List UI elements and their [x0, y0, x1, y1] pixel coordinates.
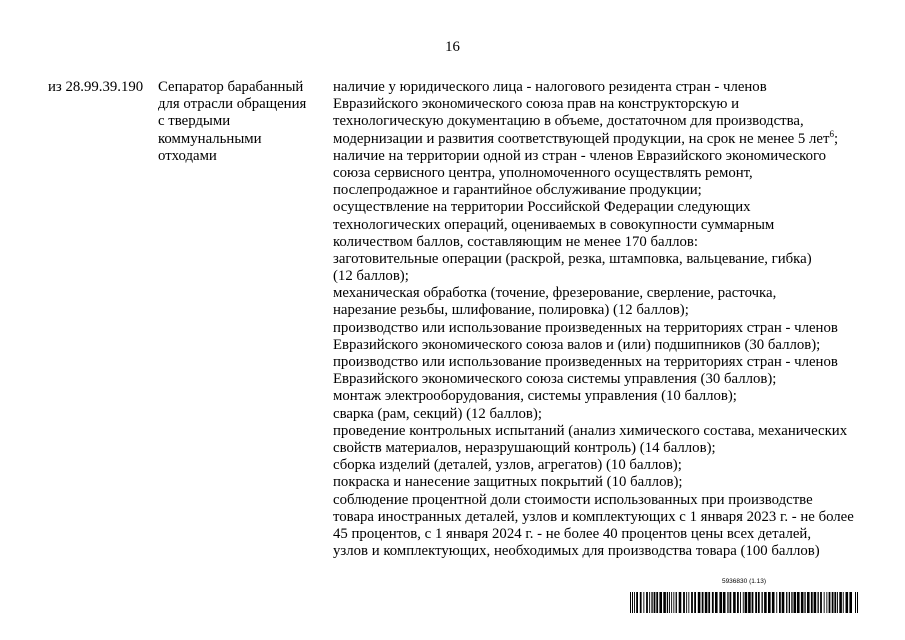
requirement-line: осуществление на территории Российской Федерации следующих	[333, 199, 751, 216]
requirement-line: Евразийского экономического союза валов и (или) подшипников (30 баллов);	[333, 336, 821, 353]
requirement-line: свойств материалов, неразрушающий контроль) (14 баллов);	[333, 439, 716, 456]
product-code: из 28.99.39.190	[48, 79, 144, 95]
requirement-line: проведение контрольных испытаний (анализ химического состава, механических	[333, 422, 848, 439]
barcode-caption: 5936830 (1.13)	[721, 578, 767, 585]
requirement-line: наличие на территории одной из стран - членов Евразийского экономического	[333, 147, 827, 164]
footnote-reference: 6	[829, 128, 834, 139]
requirement-line: технологических операций, оцениваемых в совокупности суммарным	[333, 216, 775, 233]
requirement-line: Евразийского экономического союза прав на конструкторскую и	[333, 96, 740, 113]
barcode-bars	[630, 592, 858, 613]
requirement-line: нарезание резьбы, шлифование, полировка) (12 баллов);	[333, 302, 689, 319]
requirement-line-tail: ;	[833, 130, 839, 147]
requirements-text	[333, 79, 854, 560]
requirement-line-text: модернизации и развития соответствующей продукции, на срок не менее 5 лет	[333, 130, 830, 147]
product-name-line: с твердыми	[158, 113, 231, 130]
requirement-line: заготовительные операции (раскрой, резка, штамповка, вальцевание, гибка)	[333, 250, 812, 267]
requirement-line: покраска и нанесение защитных покрытий (10 баллов);	[333, 474, 683, 491]
requirement-line: наличие у юридического лица - налогового резидента стран - членов	[333, 79, 767, 95]
requirement-line: товара иностранных деталей, узлов и комплектующих с 1 января 2023 г. - не более	[333, 508, 854, 525]
requirement-line: (12 баллов);	[333, 268, 409, 285]
product-name-line: отходами	[158, 147, 217, 164]
requirement-line: 45 процентов, с 1 января 2024 г. - не более 40 процентов цены всех деталей,	[333, 525, 812, 542]
requirement-line: соблюдение процентной доли стоимости использованных при производстве	[333, 491, 813, 508]
product-name	[158, 79, 306, 165]
requirement-line: производство или использование произведенных на территориях стран - членов	[333, 354, 838, 370]
barcode	[630, 592, 858, 613]
requirement-line	[333, 128, 854, 148]
requirement-line: производство или использование произведенных на территориях стран - членов	[333, 319, 838, 336]
requirement-line: сварка (рам, секций) (12 баллов);	[333, 405, 542, 422]
requirement-line: узлов и комплектующих, необходимых для производства товара (100 баллов)	[333, 543, 820, 560]
product-name-line: коммунальными	[158, 130, 262, 147]
product-name-line: Сепаратор барабанный	[158, 79, 304, 95]
requirement-line: союза сервисного центра, уполномоченного осуществлять ремонт,	[333, 164, 753, 181]
requirement-line: монтаж электрооборудования, системы управления (10 баллов);	[333, 388, 737, 405]
page-number: 16	[445, 39, 460, 55]
requirement-line: механическая обработка (точение, фрезерование, сверление, расточка,	[333, 285, 777, 302]
requirement-line: сборка изделий (деталей, узлов, агрегатов) (10 баллов);	[333, 457, 682, 474]
product-name-line: для отрасли обращения	[158, 96, 307, 113]
requirement-line: количеством баллов, составляющим не менее 170 баллов:	[333, 233, 698, 250]
requirement-line: Евразийского экономического союза системы управления (30 баллов);	[333, 371, 777, 388]
requirement-line: послепродажное и гарантийное обслуживание продукции;	[333, 182, 702, 199]
requirement-line: технологическую документацию в объеме, достаточном для производства,	[333, 113, 804, 130]
